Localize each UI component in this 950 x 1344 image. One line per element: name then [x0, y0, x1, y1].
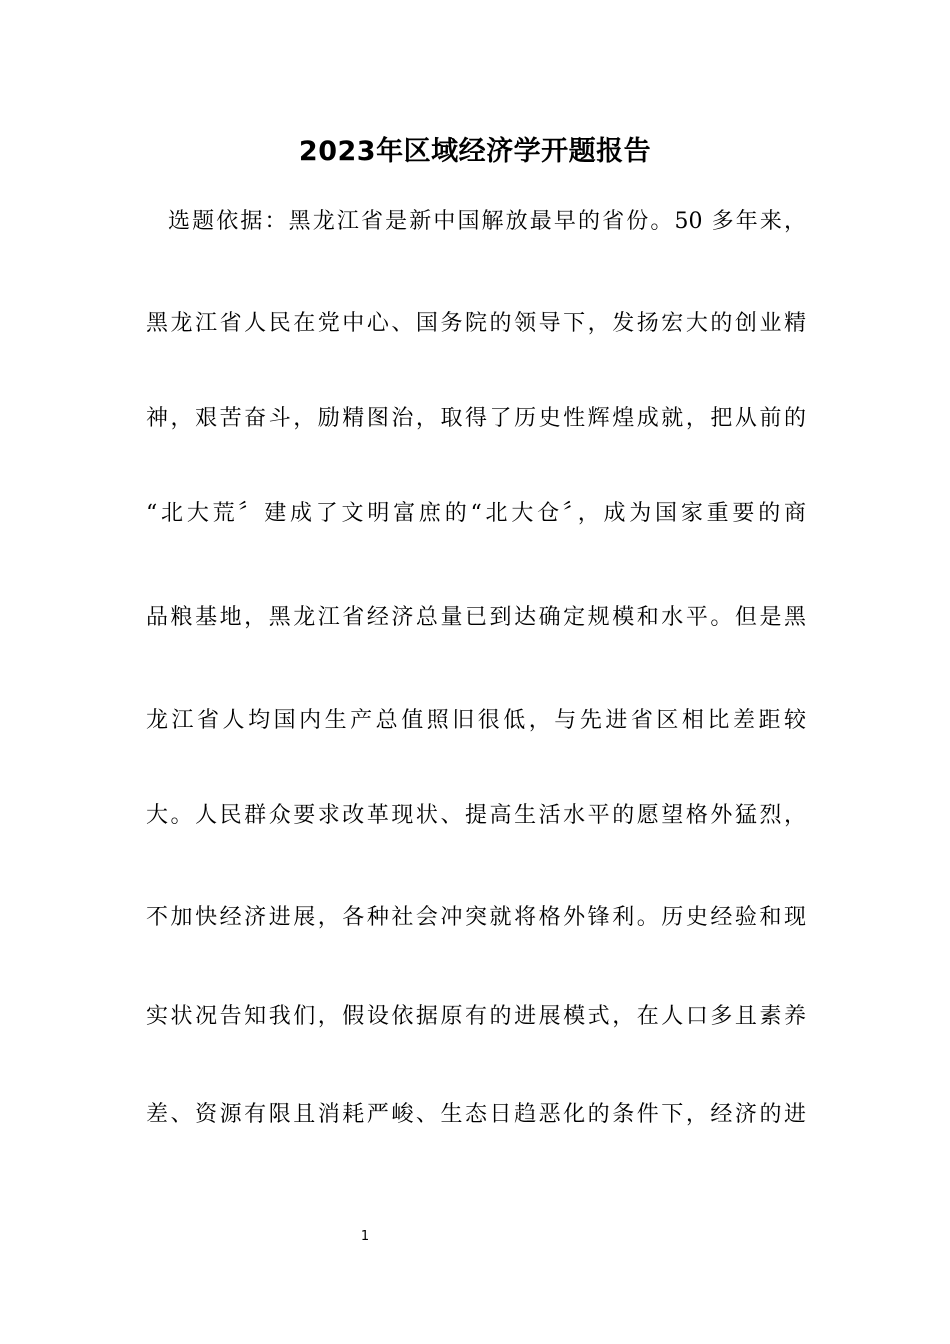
body-line-7: 大。人民群众要求改革现状、提高生活水平的愿望格外猛烈，: [146, 803, 806, 828]
document-title: 2023年区域经济学开题报告: [298, 136, 652, 167]
body-line-6: 龙江省人均国内生产总值照旧很低，与先进省区相比差距较: [146, 708, 806, 733]
body-line-5: 品粮基地，黑龙江省经济总量已到达确定规模和水平。但是黑: [146, 605, 806, 630]
page-number: 1: [360, 1229, 370, 1244]
body-line-9: 实状况告知我们，假设依据原有的进展模式，在人口多且素养: [146, 1004, 806, 1029]
body-line-8: 不加快经济进展，各种社会冲突就将格外锋利。历史经验和现: [146, 905, 806, 930]
body-line-10: 差、资源有限且消耗严峻、生态日趋恶化的条件下，经济的进: [146, 1102, 806, 1127]
body-line-3: 神，艰苦奋斗，励精图治，取得了历史性辉煌成就，把从前的: [146, 406, 806, 431]
body-line-2: 黑龙江省人民在党中心、国务院的领导下，发扬宏大的创业精: [146, 311, 806, 336]
body-line-4: “北大荒〞建成了文明富庶的“北大仓〞，成为国家重要的商: [146, 501, 806, 526]
body-line-1: 选题依据：黑龙江省是新中国解放最早的省份。50 多年来，: [168, 209, 806, 234]
